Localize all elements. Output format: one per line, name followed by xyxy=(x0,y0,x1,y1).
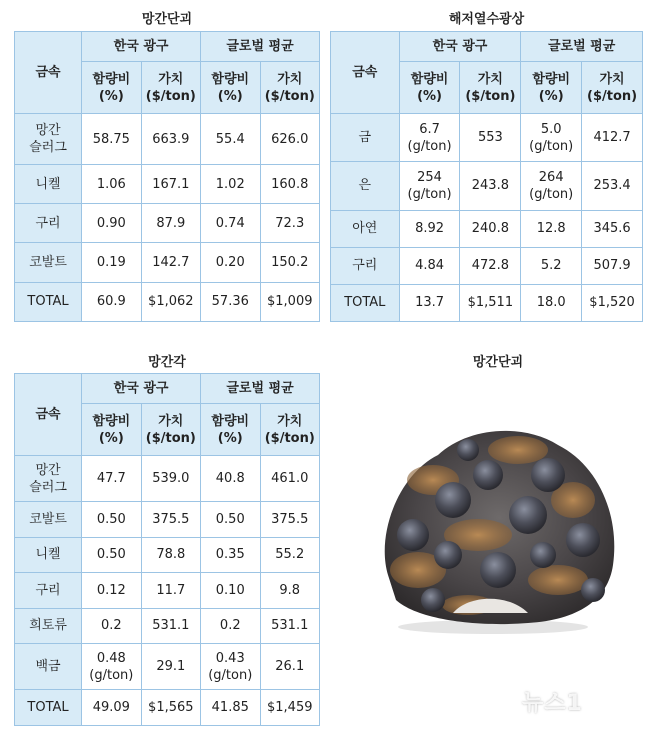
g-content-cell: 0.35 xyxy=(201,537,260,573)
metal-name-cell: 구리 xyxy=(15,204,82,243)
k-content-cell: 0.19 xyxy=(82,243,141,282)
global-value-header: 가치 ($/ton) xyxy=(582,62,643,114)
g-value-cell: $1,459 xyxy=(260,690,320,726)
crust-table-title: 망간각 xyxy=(148,355,186,370)
g-content-cell: 1.02 xyxy=(201,165,260,204)
korea-value-header: 가치 ($/ton) xyxy=(141,404,200,456)
k-content-cell: 6.7 (g/ton) xyxy=(399,114,460,162)
k-value-cell: 663.9 xyxy=(141,114,200,165)
metal-name-cell: 희토류 xyxy=(15,608,82,644)
k-content-cell: 47.7 xyxy=(82,456,141,502)
k-content-cell: 49.09 xyxy=(82,690,141,726)
g-content-cell: 5.2 xyxy=(521,247,582,284)
metal-column-header: 금속 xyxy=(331,32,400,114)
k-value-cell: 375.5 xyxy=(141,502,200,538)
g-content-cell: 12.8 xyxy=(521,210,582,247)
global-content-header: 함량비 (%) xyxy=(521,62,582,114)
crust-grid xyxy=(14,373,320,726)
g-value-cell: 345.6 xyxy=(582,210,643,247)
g-content-cell: 5.0 (g/ton) xyxy=(521,114,582,162)
k-content-cell: 254 (g/ton) xyxy=(399,162,460,210)
g-content-cell: 40.8 xyxy=(201,456,260,502)
g-content-cell: 55.4 xyxy=(201,114,260,165)
g-value-cell: 253.4 xyxy=(582,162,643,210)
g-value-cell: 461.0 xyxy=(260,456,320,502)
k-content-cell: 8.92 xyxy=(399,210,460,247)
metal-name-cell: 망간 슬러그 xyxy=(15,114,82,165)
metal-name-cell: 니켈 xyxy=(15,165,82,204)
header-row xyxy=(331,32,643,62)
k-content-cell: 60.9 xyxy=(82,282,141,321)
manganese-nodule-photo xyxy=(358,405,628,637)
korea-value-header: 가치 ($/ton) xyxy=(141,62,200,114)
k-value-cell: 531.1 xyxy=(141,608,200,644)
table-row xyxy=(331,114,643,162)
k-value-cell: $1,062 xyxy=(141,282,200,321)
k-content-cell: 4.84 xyxy=(399,247,460,284)
metal-name-cell: TOTAL xyxy=(15,690,82,726)
k-value-cell: 78.8 xyxy=(141,537,200,573)
k-value-cell: 472.8 xyxy=(460,247,521,284)
k-content-cell: 0.50 xyxy=(82,537,141,573)
g-value-cell: 531.1 xyxy=(260,608,320,644)
nodule-grid xyxy=(14,31,320,322)
table-row xyxy=(15,644,320,690)
k-content-cell: 0.2 xyxy=(82,608,141,644)
k-value-cell: 553 xyxy=(460,114,521,162)
korea-group-header: 한국 광구 xyxy=(82,374,201,404)
k-value-cell: 87.9 xyxy=(141,204,200,243)
global-value-header: 가치 ($/ton) xyxy=(260,62,320,114)
photo-caption: 망간단괴 xyxy=(472,355,524,370)
table-row xyxy=(331,210,643,247)
k-value-cell: 243.8 xyxy=(460,162,521,210)
metal-name-cell: 구리 xyxy=(15,573,82,609)
g-content-cell: 57.36 xyxy=(201,282,260,321)
g-value-cell: $1,520 xyxy=(582,284,643,321)
global-content-header: 함량비 (%) xyxy=(201,62,260,114)
k-value-cell: 29.1 xyxy=(141,644,200,690)
k-value-cell: 142.7 xyxy=(141,243,200,282)
g-value-cell: 412.7 xyxy=(582,114,643,162)
g-value-cell: 507.9 xyxy=(582,247,643,284)
table-row xyxy=(15,502,320,538)
global-value-header: 가치 ($/ton) xyxy=(260,404,320,456)
table-row xyxy=(15,243,320,282)
hydrothermal-table-title: 해저열수광상 xyxy=(448,12,525,27)
metal-column-header: 금속 xyxy=(15,374,82,456)
global-group-header: 글로벌 평균 xyxy=(521,32,643,62)
k-value-cell: $1,565 xyxy=(141,690,200,726)
nodule-table-title: 망간단괴 xyxy=(141,12,193,27)
table-row xyxy=(15,456,320,502)
metal-name-cell: 코발트 xyxy=(15,502,82,538)
g-content-cell: 0.43 (g/ton) xyxy=(201,644,260,690)
header-row xyxy=(15,32,320,62)
g-content-cell: 0.50 xyxy=(201,502,260,538)
k-content-cell: 0.50 xyxy=(82,502,141,538)
k-content-cell: 13.7 xyxy=(399,284,460,321)
metal-name-cell: 망간 슬러그 xyxy=(15,456,82,502)
k-content-cell: 1.06 xyxy=(82,165,141,204)
table-row xyxy=(15,608,320,644)
metal-name-cell: 금 xyxy=(331,114,400,162)
korea-value-header: 가치 ($/ton) xyxy=(460,62,521,114)
g-value-cell: 150.2 xyxy=(260,243,320,282)
table-row xyxy=(15,573,320,609)
table-row xyxy=(15,537,320,573)
korea-content-header: 함량비 (%) xyxy=(82,404,141,456)
g-content-cell: 0.10 xyxy=(201,573,260,609)
k-value-cell: 539.0 xyxy=(141,456,200,502)
table-row xyxy=(331,247,643,284)
k-value-cell: 11.7 xyxy=(141,573,200,609)
k-content-cell: 0.12 xyxy=(82,573,141,609)
korea-group-header: 한국 광구 xyxy=(399,32,521,62)
g-value-cell: 160.8 xyxy=(260,165,320,204)
k-content-cell: 58.75 xyxy=(82,114,141,165)
metal-name-cell: 니켈 xyxy=(15,537,82,573)
g-value-cell: $1,009 xyxy=(260,282,320,321)
hydrothermal-table xyxy=(330,31,643,321)
k-value-cell: 167.1 xyxy=(141,165,200,204)
k-content-cell: 0.48 (g/ton) xyxy=(82,644,141,690)
korea-content-header: 함량비 (%) xyxy=(82,62,141,114)
table-row xyxy=(15,114,320,165)
table-row xyxy=(331,162,643,210)
hydrothermal-grid xyxy=(330,31,643,322)
korea-group-header: 한국 광구 xyxy=(82,32,201,62)
table-row xyxy=(15,204,320,243)
crust-table xyxy=(14,373,320,725)
g-value-cell: 26.1 xyxy=(260,644,320,690)
g-content-cell: 264 (g/ton) xyxy=(521,162,582,210)
metal-name-cell: 구리 xyxy=(331,247,400,284)
table-row xyxy=(15,690,320,726)
header-row xyxy=(15,374,320,404)
global-group-header: 글로벌 평균 xyxy=(201,374,320,404)
metal-name-cell: TOTAL xyxy=(331,284,400,321)
global-group-header: 글로벌 평균 xyxy=(201,32,320,62)
table-row xyxy=(331,284,643,321)
watermark-text: 뉴스1 xyxy=(522,691,583,716)
g-value-cell: 72.3 xyxy=(260,204,320,243)
k-value-cell: $1,511 xyxy=(460,284,521,321)
korea-content-header: 함량비 (%) xyxy=(399,62,460,114)
metal-column-header: 금속 xyxy=(15,32,82,114)
g-value-cell: 9.8 xyxy=(260,573,320,609)
k-content-cell: 0.90 xyxy=(82,204,141,243)
metal-name-cell: 코발트 xyxy=(15,243,82,282)
metal-name-cell: 은 xyxy=(331,162,400,210)
g-content-cell: 41.85 xyxy=(201,690,260,726)
g-content-cell: 0.74 xyxy=(201,204,260,243)
g-value-cell: 375.5 xyxy=(260,502,320,538)
table-row xyxy=(15,165,320,204)
news1-watermark xyxy=(522,680,650,720)
nodule-table xyxy=(14,31,320,321)
g-value-cell: 55.2 xyxy=(260,537,320,573)
k-value-cell: 240.8 xyxy=(460,210,521,247)
metal-name-cell: TOTAL xyxy=(15,282,82,321)
g-content-cell: 0.2 xyxy=(201,608,260,644)
g-content-cell: 0.20 xyxy=(201,243,260,282)
g-value-cell: 626.0 xyxy=(260,114,320,165)
metal-name-cell: 아연 xyxy=(331,210,400,247)
metal-name-cell: 백금 xyxy=(15,644,82,690)
global-content-header: 함량비 (%) xyxy=(201,404,260,456)
table-row xyxy=(15,282,320,321)
g-content-cell: 18.0 xyxy=(521,284,582,321)
